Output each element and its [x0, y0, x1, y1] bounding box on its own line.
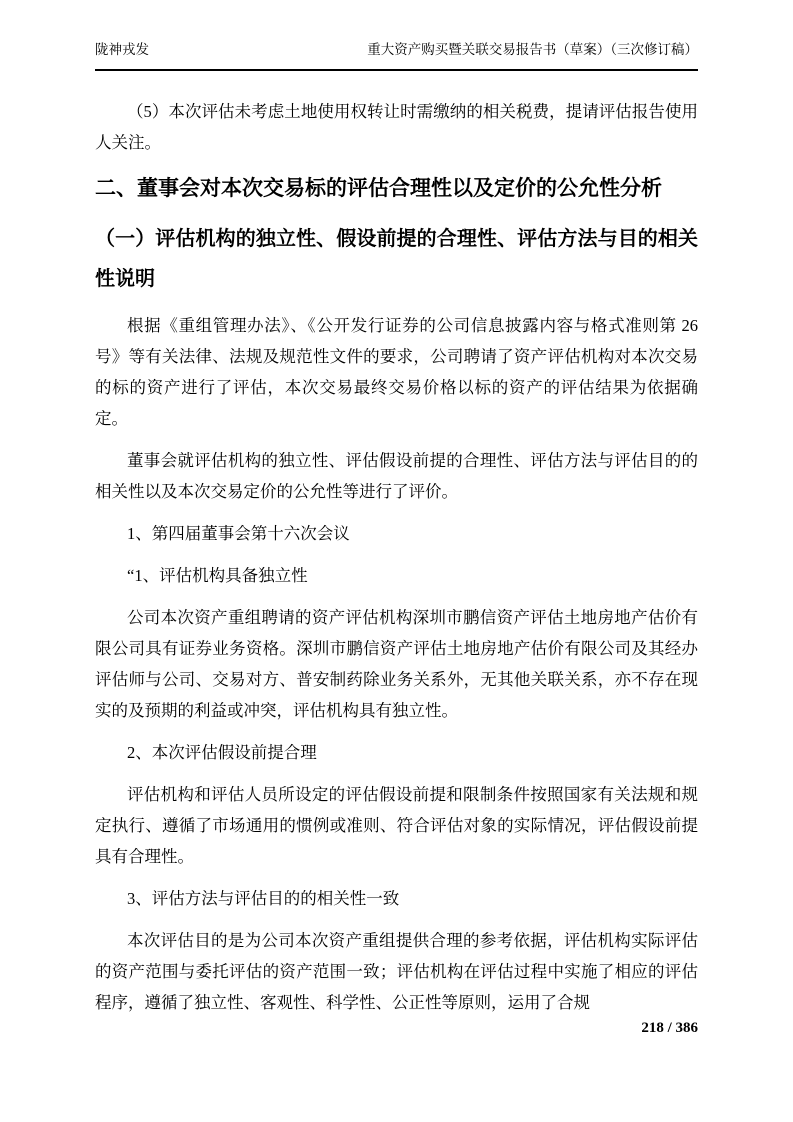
header-company-short-name: 陇神戎发 — [95, 42, 149, 57]
paragraph: 董事会就评估机构的独立性、评估假设前提的合理性、评估方法与评估目的的相关性以及本次交易定价的公允性等进行了评价。 — [95, 451, 698, 501]
document-body — [95, 96, 698, 1018]
page-content-area — [95, 40, 698, 1018]
paragraph: （5）本次评估未考虑土地使用权转让时需缴纳的相关税费，提请评估报告使用人关注。 — [95, 102, 698, 152]
paragraph: 本次评估目的是为公司本次资产重组提供合理的参考依据，评估机构实际评估的资产范围与委托评估的资产范围一致；评估机构在评估过程中实施了相应的评估程序，遵循了独立性、客观性、科学性、公正性等原则，运用了合规 — [95, 931, 698, 1012]
header-document-title: 重大资产购买暨关联交易报告书（草案）（三次修订稿） — [367, 42, 698, 57]
paragraph: 评估机构和评估人员所设定的评估假设前提和限制条件按照国家有关法规和规定执行、遵循了市场通用的惯例或准则、符合评估对象的实际情况，评估假设前提具有合理性。 — [95, 785, 698, 866]
subsection-heading: （一）评估机构的独立性、假设前提的合理性、评估方法与目的相关性说明 — [95, 228, 698, 290]
paragraph: 根据《重组管理办法》、《公开发行证券的公司信息披露内容与格式准则第 26 号》等有关法律、法规及规范性文件的要求，公司聘请了资产评估机构对本次交易的标的资产进行了评估，本次交易最终交易价格以标的资产的评估结果为依据确定。 — [95, 316, 698, 428]
list-item: 2、本次评估假设前提合理 — [127, 743, 317, 762]
list-item: “1、评估机构具备独立性 — [127, 566, 308, 585]
list-item: 3、评估方法与评估目的的相关性一致 — [127, 889, 400, 908]
page-number: 218 / 386 — [641, 1020, 698, 1036]
section-heading: 二、董事会对本次交易标的评估合理性以及定价的公允性分析 — [95, 177, 662, 200]
paragraph: 公司本次资产重组聘请的资产评估机构深圳市鹏信资产评估土地房地产估价有限公司具有证券业务资格。深圳市鹏信资产评估土地房地产估价有限公司及其经办评估师与公司、交易对方、普安制药除业务关系外，无其他关联关系，亦不存在现实的及预期的利益或冲突，评估机构具有独立性。 — [95, 608, 698, 720]
running-header — [95, 40, 698, 71]
list-item: 1、第四届董事会第十六次会议 — [127, 524, 350, 543]
